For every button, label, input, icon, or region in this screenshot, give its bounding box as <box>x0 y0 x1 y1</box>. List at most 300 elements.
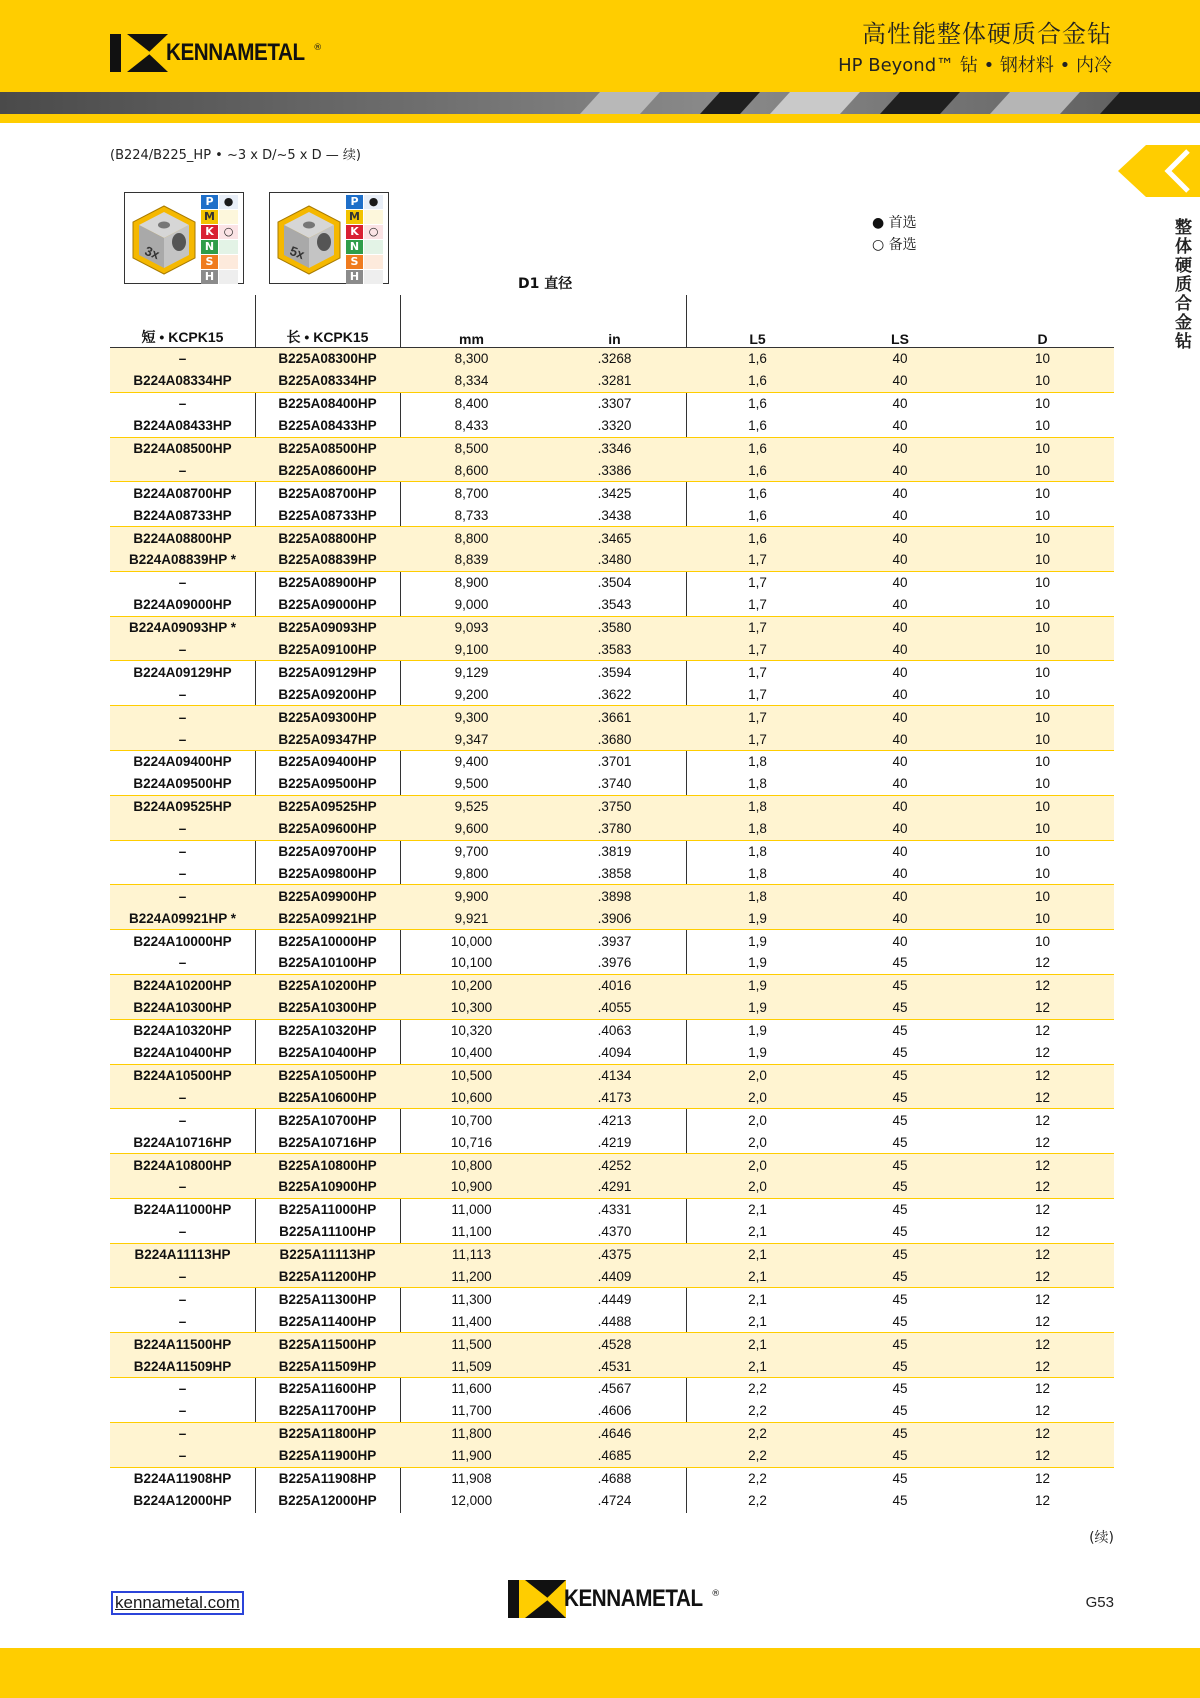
l5-cell: 1,9 <box>686 1019 829 1041</box>
table-row <box>110 348 1114 370</box>
d-cell: 12 <box>971 1288 1114 1310</box>
l5-cell: 1,7 <box>686 728 829 750</box>
long-code-cell: B225A08400HP <box>255 392 400 414</box>
d-cell: 10 <box>971 728 1114 750</box>
l5-cell: 1,8 <box>686 751 829 773</box>
ls-cell: 40 <box>892 686 908 702</box>
col-header-ls: LS <box>829 323 971 348</box>
long-code-cell: B225A09500HP <box>278 776 377 792</box>
ls-cell: 40 <box>829 370 971 392</box>
long-code-cell: B225A08733HP <box>278 507 377 523</box>
short-code-cell: – <box>110 1176 255 1198</box>
long-code-cell: B225A09129HP <box>255 661 400 683</box>
d-cell: 10 <box>971 661 1114 683</box>
diameter-mm-cell: 11,700 <box>451 1403 492 1419</box>
material-p: P <box>346 195 363 209</box>
l5-cell: 1,6 <box>686 482 829 504</box>
ls-cell: 45 <box>892 1134 908 1150</box>
diameter-mm-cell: 8,800 <box>400 527 543 549</box>
d-cell: 10 <box>971 840 1114 862</box>
diameter-in-cell: .4370 <box>597 1224 632 1240</box>
d-cell: 10 <box>971 706 1114 728</box>
diameter-mm-cell: 10,400 <box>450 1045 493 1061</box>
diameter-in-cell: .4528 <box>543 1333 686 1355</box>
diameter-mm-cell: 9,400 <box>400 751 543 773</box>
d-cell: 12 <box>971 1377 1114 1399</box>
table-row <box>110 661 1114 683</box>
ls-cell: 40 <box>892 507 908 523</box>
table-row <box>110 885 1114 907</box>
l5-cell: 2,0 <box>686 1086 829 1108</box>
short-code-cell: – <box>110 885 255 907</box>
material-h: H <box>346 270 363 284</box>
long-code-cell: B225A09000HP <box>278 597 377 613</box>
long-code-cell: B225A08300HP <box>255 348 400 370</box>
d-cell: 12 <box>971 1243 1114 1265</box>
ls-cell: 45 <box>829 1422 971 1444</box>
material-n-mark <box>363 240 383 254</box>
l5-cell: 2,1 <box>686 1198 829 1220</box>
d-cell: 12 <box>971 1019 1114 1041</box>
diameter-in-cell: .3583 <box>543 639 686 661</box>
diameter-mm-cell: 11,600 <box>400 1377 543 1399</box>
diameter-mm-cell: 11,300 <box>400 1288 543 1310</box>
continued-label: (续) <box>1089 1530 1114 1546</box>
ls-cell: 45 <box>829 1154 971 1176</box>
long-code-cell: B225A12000HP <box>278 1492 377 1508</box>
ls-cell: 40 <box>892 865 908 881</box>
long-code-cell: B225A08334HP <box>255 370 400 392</box>
long-code-cell: B225A11200HP <box>255 1266 400 1288</box>
d-cell: 12 <box>1034 1224 1051 1240</box>
short-code-cell: – <box>110 459 255 481</box>
col-header-mm: mm <box>400 323 543 348</box>
table-row <box>110 504 1114 526</box>
ls-cell: 45 <box>829 1355 971 1377</box>
ls-cell: 45 <box>829 1243 971 1265</box>
long-code-cell: B225A10600HP <box>255 1086 400 1108</box>
d-cell: 12 <box>1034 1045 1051 1061</box>
cube-drill-icon <box>131 204 197 276</box>
short-code-cell: B224A08733HP <box>133 507 232 523</box>
long-code-cell: B225A08839HP <box>255 549 400 571</box>
long-code-cell: B225A10500HP <box>255 1064 400 1086</box>
long-code-cell: B225A11113HP <box>255 1243 400 1265</box>
material-k-mark: ○ <box>363 225 383 239</box>
table-row <box>110 1109 1114 1131</box>
l5-cell: 2,1 <box>686 1333 829 1355</box>
diameter-mm-cell: 10,000 <box>400 930 543 952</box>
diameter-mm-cell: 8,433 <box>454 418 489 434</box>
diameter-in-cell: .3898 <box>543 885 686 907</box>
diameter-in-cell: .4134 <box>543 1064 686 1086</box>
d-cell: 10 <box>971 437 1114 459</box>
table-body <box>110 348 1114 1512</box>
material-s: S <box>201 255 218 269</box>
d-cell: 10 <box>1034 418 1051 434</box>
diameter-mm-cell: 11,200 <box>400 1266 543 1288</box>
material-s-mark <box>218 255 238 269</box>
table-header-row <box>110 323 1114 348</box>
l5-cell: 1,6 <box>686 370 829 392</box>
short-code-cell: – <box>178 1313 187 1329</box>
table-row <box>110 594 1114 616</box>
ls-cell: 45 <box>829 1019 971 1041</box>
diameter-in-cell: .3661 <box>543 706 686 728</box>
short-code-cell: – <box>110 1445 255 1467</box>
diameter-in-cell: .4173 <box>543 1086 686 1108</box>
diameter-mm-cell: 8,300 <box>400 348 543 370</box>
table-row <box>110 930 1114 952</box>
l5-cell: 2,0 <box>686 1109 829 1131</box>
table-row <box>110 1489 1114 1511</box>
ls-cell: 45 <box>829 1086 971 1108</box>
table-row <box>110 907 1114 929</box>
d-cell: 12 <box>1034 955 1051 971</box>
footer-bar <box>0 1648 1200 1698</box>
ls-cell: 40 <box>892 597 908 613</box>
ls-cell: 45 <box>829 1109 971 1131</box>
brand-name: KENNAMETAL <box>166 39 305 66</box>
d-cell: 12 <box>971 997 1114 1019</box>
material-n: N <box>346 240 363 254</box>
diameter-in-cell: .3701 <box>543 751 686 773</box>
d-cell: 10 <box>971 482 1114 504</box>
ls-cell: 40 <box>829 459 971 481</box>
diameter-in-cell: .4685 <box>543 1445 686 1467</box>
material-s: S <box>346 255 363 269</box>
l5-cell: 1,8 <box>686 840 829 862</box>
short-code-cell: B224A09525HP <box>110 795 255 817</box>
long-code-cell: B225A11300HP <box>255 1288 400 1310</box>
kennametal-logo <box>110 34 322 72</box>
table-row <box>110 1445 1114 1467</box>
ls-cell: 40 <box>829 706 971 728</box>
short-code-cell: B224A08800HP <box>110 527 255 549</box>
legend <box>872 212 917 256</box>
table-row <box>110 527 1114 549</box>
short-code-cell: B224A10716HP <box>133 1134 232 1150</box>
long-code-cell: B225A09900HP <box>255 885 400 907</box>
table-row <box>110 415 1114 437</box>
short-code-cell: – <box>178 1224 187 1240</box>
diameter-mm-cell: 8,500 <box>400 437 543 459</box>
l5-cell: 1,6 <box>686 459 829 481</box>
l5-cell: 2,0 <box>686 1154 829 1176</box>
ls-cell: 40 <box>829 728 971 750</box>
ls-cell: 45 <box>829 1467 971 1489</box>
short-code-cell: B224A09921HP * <box>110 907 255 929</box>
material-n: N <box>201 240 218 254</box>
table-row <box>110 751 1114 773</box>
col-header-d: D <box>971 323 1114 348</box>
short-code-cell: B224A11000HP <box>110 1198 255 1220</box>
table-row <box>110 1355 1114 1377</box>
cube-drill-icon <box>276 204 342 276</box>
l5-cell: 1,7 <box>748 686 767 702</box>
short-code-cell: B224A10300HP <box>110 997 255 1019</box>
page-number: G53 <box>1085 1594 1114 1611</box>
long-code-cell: B225A11000HP <box>255 1198 400 1220</box>
material-s-mark <box>363 255 383 269</box>
short-code-cell: – <box>110 1086 255 1108</box>
table-row <box>110 862 1114 884</box>
decorative-stripe <box>0 92 1200 114</box>
yellow-divider <box>0 114 1200 123</box>
l5-cell: 2,1 <box>748 1224 767 1240</box>
d-cell: 10 <box>971 549 1114 571</box>
short-code-cell: – <box>110 392 255 414</box>
ls-cell: 40 <box>829 639 971 661</box>
long-code-cell: B225A09100HP <box>255 639 400 661</box>
d-cell: 12 <box>971 1154 1114 1176</box>
l5-cell: 2,1 <box>686 1288 829 1310</box>
material-n-mark <box>218 240 238 254</box>
long-code-cell: B225A10800HP <box>255 1154 400 1176</box>
table-row <box>110 437 1114 459</box>
website-link[interactable]: kennametal.com <box>111 1591 244 1615</box>
l5-cell: 1,9 <box>748 955 767 971</box>
diameter-mm-cell: 11,509 <box>400 1355 543 1377</box>
long-code-cell: B225A11100HP <box>279 1224 376 1240</box>
diameter-in-cell: .3438 <box>597 507 632 523</box>
ls-cell: 40 <box>829 661 971 683</box>
l5-cell: 1,7 <box>686 706 829 728</box>
diameter-in-cell: .3740 <box>597 776 632 792</box>
side-section-label: 整体硬质合金钻 <box>1171 218 1191 351</box>
diameter-mm-cell: 8,900 <box>400 571 543 593</box>
d-cell: 12 <box>971 1422 1114 1444</box>
long-code-cell: B225A09921HP <box>255 907 400 929</box>
diameter-in-cell: .4291 <box>543 1176 686 1198</box>
diameter-in-cell: .4724 <box>597 1492 632 1508</box>
table-row <box>110 683 1114 705</box>
long-code-cell: B225A11500HP <box>255 1333 400 1355</box>
diameter-mm-cell: 11,800 <box>400 1422 543 1444</box>
short-code-cell: B224A11509HP <box>110 1355 255 1377</box>
l5-cell: 1,6 <box>686 392 829 414</box>
d-cell: 10 <box>971 459 1114 481</box>
ls-cell: 40 <box>829 840 971 862</box>
registered-mark: ® <box>711 1589 721 1599</box>
short-code-cell: B224A11113HP <box>110 1243 255 1265</box>
diameter-mm-cell: 9,921 <box>400 907 543 929</box>
table-row <box>110 459 1114 481</box>
d-cell: 12 <box>971 1198 1114 1220</box>
material-k: K <box>346 225 363 239</box>
l5-cell: 1,7 <box>686 616 829 638</box>
long-code-cell: B225A09600HP <box>255 818 400 840</box>
material-h: H <box>201 270 218 284</box>
ls-cell: 45 <box>829 1064 971 1086</box>
diameter-in-cell: .3750 <box>543 795 686 817</box>
diameter-in-cell: .4016 <box>543 974 686 996</box>
l5-cell: 1,9 <box>686 974 829 996</box>
table-row <box>110 1154 1114 1176</box>
diameter-mm-cell: 9,200 <box>454 686 489 702</box>
short-code-cell: B224A10800HP <box>110 1154 255 1176</box>
long-code-cell: B225A09347HP <box>255 728 400 750</box>
diameter-in-cell: .4213 <box>543 1109 686 1131</box>
diameter-in-cell: .4055 <box>543 997 686 1019</box>
diameter-mm-cell: 9,300 <box>400 706 543 728</box>
short-code-cell: B224A10400HP <box>133 1045 232 1061</box>
long-code-cell: B225A11908HP <box>255 1467 400 1489</box>
diameter-in-cell: .3320 <box>597 418 632 434</box>
table-row <box>110 795 1114 817</box>
diameter-in-cell: .4375 <box>543 1243 686 1265</box>
diameter-in-cell: .3386 <box>543 459 686 481</box>
d-cell: 12 <box>971 1109 1114 1131</box>
short-code-cell: B224A08433HP <box>133 418 232 434</box>
table-row <box>110 1042 1114 1064</box>
l5-cell: 2,2 <box>748 1403 767 1419</box>
long-code-cell: B225A08600HP <box>255 459 400 481</box>
short-code-cell: B224A10320HP <box>110 1019 255 1041</box>
l5-cell: 1,9 <box>686 997 829 1019</box>
long-code-cell: B225A10320HP <box>255 1019 400 1041</box>
table-row <box>110 706 1114 728</box>
table-row <box>110 1086 1114 1108</box>
l5-cell: 2,1 <box>748 1313 767 1329</box>
long-code-cell: B225A10300HP <box>255 997 400 1019</box>
diameter-mm-cell: 9,000 <box>454 597 489 613</box>
diameter-mm-cell: 10,320 <box>400 1019 543 1041</box>
short-code-cell: – <box>178 686 187 702</box>
ls-cell: 45 <box>829 974 971 996</box>
diameter-mm-cell: 10,700 <box>400 1109 543 1131</box>
diameter-mm-cell: 10,200 <box>400 974 543 996</box>
ls-cell: 40 <box>892 418 908 434</box>
diameter-mm-cell: 11,400 <box>451 1313 492 1329</box>
short-code-cell: B224A12000HP <box>133 1492 232 1508</box>
ls-cell: 40 <box>829 437 971 459</box>
d-cell: 12 <box>1034 1313 1051 1329</box>
diameter-mm-cell: 9,129 <box>400 661 543 683</box>
long-code-cell: B225A10000HP <box>255 930 400 952</box>
short-code-cell: B224A09129HP <box>110 661 255 683</box>
icon-5x-drill <box>269 192 389 284</box>
section-subtitle: (B224/B225_HP • ~3 x D/~5 x D — 续) <box>110 148 361 163</box>
diameter-mm-cell: 11,500 <box>400 1333 543 1355</box>
long-code-cell: B225A08433HP <box>278 418 377 434</box>
long-code-cell: B225A09400HP <box>255 751 400 773</box>
l5-cell: 2,0 <box>686 1176 829 1198</box>
short-code-cell: – <box>110 1109 255 1131</box>
ls-cell: 40 <box>829 571 971 593</box>
ls-cell: 40 <box>829 482 971 504</box>
l5-cell: 2,1 <box>686 1355 829 1377</box>
d-cell: 12 <box>971 1467 1114 1489</box>
d-cell: 10 <box>971 616 1114 638</box>
d-cell: 10 <box>1034 597 1051 613</box>
diameter-in-cell: .4646 <box>543 1422 686 1444</box>
ls-cell: 45 <box>892 1313 908 1329</box>
table-row <box>110 773 1114 795</box>
d-cell: 10 <box>971 348 1114 370</box>
product-table <box>110 323 1114 1511</box>
material-p-mark: ● <box>363 195 383 209</box>
depth-label: 5x <box>287 243 307 263</box>
diameter-in-cell: .3622 <box>597 686 632 702</box>
ls-cell: 40 <box>829 907 971 929</box>
diameter-in-cell: .3594 <box>543 661 686 683</box>
header-subtitle: HP Beyond™ 钻 • 钢材料 • 内冷 <box>838 55 1112 76</box>
table-row <box>110 952 1114 974</box>
diameter-in-cell: .4252 <box>543 1154 686 1176</box>
ls-cell: 45 <box>892 1224 908 1240</box>
ls-cell: 40 <box>829 885 971 907</box>
diameter-in-cell: .3543 <box>597 597 632 613</box>
table-row <box>110 1064 1114 1086</box>
short-code-cell: B224A11908HP <box>110 1467 255 1489</box>
l5-cell: 2,0 <box>748 1134 767 1150</box>
diameter-mm-cell: 8,839 <box>400 549 543 571</box>
short-code-cell: – <box>110 1266 255 1288</box>
l5-cell: 2,1 <box>686 1243 829 1265</box>
d-cell: 10 <box>971 751 1114 773</box>
diameter-in-cell: .4531 <box>543 1355 686 1377</box>
d-cell: 10 <box>971 907 1114 929</box>
long-code-cell: B225A10100HP <box>278 955 377 971</box>
table-row <box>110 370 1114 392</box>
l5-cell: 1,8 <box>748 776 767 792</box>
ls-cell: 45 <box>892 955 908 971</box>
l5-cell: 2,0 <box>686 1064 829 1086</box>
material-h-mark <box>363 270 383 284</box>
table-row <box>110 549 1114 571</box>
d-cell: 10 <box>971 527 1114 549</box>
d-cell: 12 <box>971 974 1114 996</box>
short-code-cell: B224A08839HP * <box>110 549 255 571</box>
kennametal-k-icon <box>110 34 168 72</box>
material-p: P <box>201 195 218 209</box>
table-row <box>110 639 1114 661</box>
col-header-long: 长 • KCPK15 <box>255 323 400 348</box>
diameter-in-cell: .4567 <box>543 1377 686 1399</box>
l5-cell: 2,2 <box>686 1445 829 1467</box>
material-m-mark <box>363 210 383 224</box>
table-row <box>110 1221 1114 1243</box>
diameter-in-cell: .3819 <box>543 840 686 862</box>
ls-cell: 45 <box>829 1377 971 1399</box>
d-cell: 10 <box>1034 865 1051 881</box>
diameter-in-cell: .4688 <box>543 1467 686 1489</box>
col-header-short: 短 • KCPK15 <box>110 323 255 348</box>
ls-cell: 45 <box>829 1176 971 1198</box>
d-cell: 10 <box>971 818 1114 840</box>
d-cell: 10 <box>971 370 1114 392</box>
l5-cell: 1,8 <box>686 818 829 840</box>
header-title: 高性能整体硬质合金钻 <box>862 20 1112 48</box>
diameter-mm-cell: 10,300 <box>400 997 543 1019</box>
table-row <box>110 840 1114 862</box>
diameter-mm-cell: 9,100 <box>400 639 543 661</box>
diameter-mm-cell: 10,500 <box>400 1064 543 1086</box>
d-cell: 10 <box>971 571 1114 593</box>
short-code-cell: B224A08334HP <box>110 370 255 392</box>
depth-label: 3x <box>142 243 162 263</box>
diameter-in-cell: .4094 <box>597 1045 632 1061</box>
material-grid <box>201 195 239 285</box>
diameter-mm-cell: 10,900 <box>400 1176 543 1198</box>
diameter-in-cell: .3858 <box>597 865 632 881</box>
long-code-cell: B225A11900HP <box>255 1445 400 1467</box>
d-cell: 12 <box>971 1355 1114 1377</box>
d-cell: 12 <box>971 1266 1114 1288</box>
d1-diameter-label: D1 直径 <box>518 276 573 292</box>
diameter-in-cell: .4488 <box>597 1313 632 1329</box>
